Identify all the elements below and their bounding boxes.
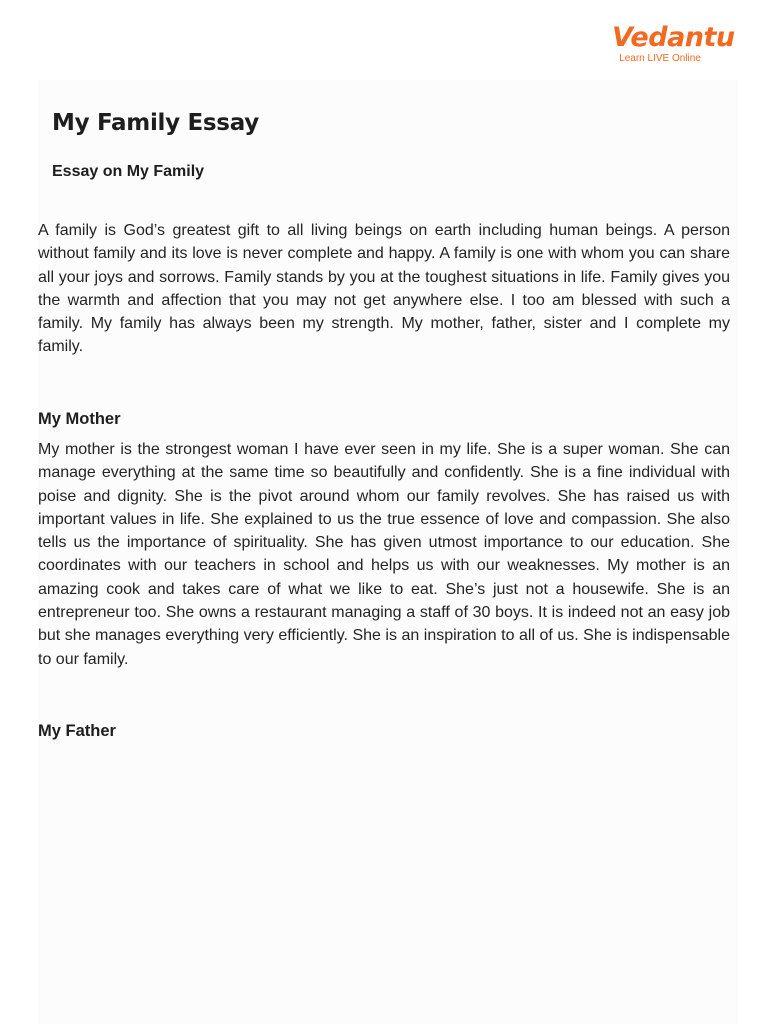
- page-title: My Family Essay: [52, 110, 259, 136]
- section-heading-father: My Father: [38, 722, 116, 740]
- intro-paragraph: A family is God’s greatest gift to all living beings on earth including human beings. A person without family and its love is never complete and happy. A family is one with whom you can share all your joys and sorrows. Family stands by you at the toughest situations in life. Family gives you the warmth and affection that you may not get anywhere else. I too am blessed with such a family. My family has always been my strength. My mother, father, sister and I complete my family.: [38, 222, 730, 356]
- brand-name: Vedantu: [612, 22, 735, 53]
- section-heading-mother: My Mother: [38, 410, 121, 428]
- section-body-mother: My mother is the strongest woman I have ever seen in my life. She is a super woman. She can manage everything at the same time so beautifully and confidently. She is a fine individual with poise and dignity. She is the pivot around whom our family revolves. She has raised us with important values in life. She explained to us the true essence of love and compassion. She also tells us the importance of spirituality. She has given utmost importance to our education. She coordinates with our teachers in school and helps us with our weaknesses. My mother is an amazing cook and takes care of what we like to eat. She’s just not a housewife. She is an entrepreneur too. She owns a restaurant managing a staff of 30 boys. It is indeed not an easy job but she manages everything very efficiently. She is an inspiration to all of us. She is indispensable to our family.: [38, 441, 730, 668]
- brand-logo[interactable]: [612, 22, 735, 72]
- brand-tagline: Learn LIVE Online: [619, 53, 701, 64]
- page-subtitle: Essay on My Family: [52, 163, 205, 180]
